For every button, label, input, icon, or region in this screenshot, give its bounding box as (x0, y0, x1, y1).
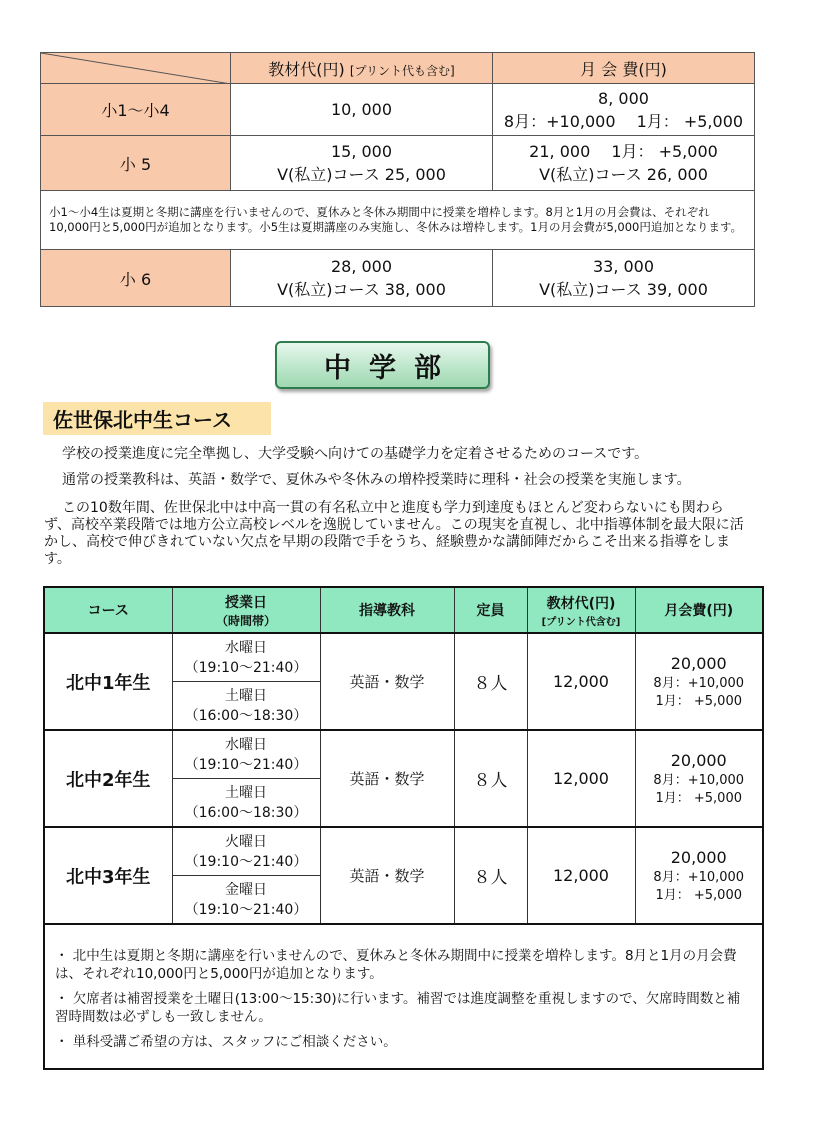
days-header (172, 587, 320, 633)
subjects-header: 指導教科 (320, 587, 454, 633)
session-day: 水曜日 (225, 736, 267, 753)
grade-cell: 小1～小4 (41, 84, 231, 136)
course-name: 北中2年生 (44, 730, 172, 827)
materials-cell (231, 250, 493, 307)
junior-header-row (44, 587, 763, 633)
monthly-january: 1月： +5,000 (655, 887, 742, 903)
course-paragraph: この10数年間、佐世保北中は中高一貫の有名私立中と進度も学力到達度もほとんど変わらないにも関わらず、高校卒業段階では地方公立高校レベルを逸脱していません。この現実を直視し、北中指導体制を最大限に活かし、高校で伸びきれていない欠点を早期の段階で手をうち、経験豊かな講師陣だからこそ出来る指導をします。 (44, 500, 744, 567)
junior-course-table (43, 586, 764, 1070)
materials-private-course: V(私立)コース 38, 000 (277, 280, 446, 299)
elementary-note: 小1～小4生は夏期と冬期に講座を行いませんので、夏休みと冬休み期間中に授業を増枠します。8月と1月の月会費は、それぞれ10,000円と5,000円が追加となります。小5生は夏期講座のみ実施し、冬休みは増枠します。1月の月会費が5,000円追加となります。 (41, 191, 755, 250)
materials-value: 10, 000 (330, 100, 393, 119)
capacity-cell: ８人 (454, 633, 527, 730)
monthly-header: 月 会 費(円) (493, 53, 755, 84)
monthly-private-course: V(私立)コース 26, 000 (539, 165, 708, 184)
materials-header (231, 53, 493, 84)
table-row (44, 827, 763, 876)
session-cell (172, 827, 320, 876)
course-header: コース (44, 587, 172, 633)
materials-header-note: [プリント代も含む] (349, 63, 455, 78)
capacity-cell: ８人 (454, 827, 527, 924)
corner-diagonal (41, 53, 231, 84)
monthly-august: 8月：+10,000 (653, 869, 745, 885)
monthly-value: 8, 000 (598, 88, 649, 108)
grade-cell: 小 6 (41, 250, 231, 307)
materials-cell: 12,000 (527, 730, 635, 827)
session-time: （19:10～21:40） (184, 659, 308, 676)
monthly-value: 20,000 (670, 847, 727, 867)
materials-header-label: 教材代(円) (268, 59, 345, 79)
notes-row (44, 924, 763, 1069)
monthly-header: 月会費(円) (635, 587, 763, 633)
elementary-row (41, 250, 755, 307)
session-time: （16:00～18:30） (184, 804, 308, 821)
course-name: 北中1年生 (44, 633, 172, 730)
materials-header-sub: [プリント代含む] (541, 616, 621, 628)
monthly-cell (635, 633, 763, 730)
monthly-cell (493, 136, 755, 191)
elementary-row (41, 136, 755, 191)
session-day: 水曜日 (225, 639, 267, 656)
materials-cell: 12,000 (527, 827, 635, 924)
session-day: 火曜日 (225, 833, 267, 850)
monthly-january: 1月： +5,000 (655, 790, 742, 806)
session-cell (172, 633, 320, 682)
elementary-header-row (41, 53, 755, 84)
materials-header-label: 教材代(円) (546, 595, 616, 612)
session-cell (172, 779, 320, 828)
note-item: ・ 北中生は夏期と冬期に講座を行いませんので、夏休みと冬休み期間中に授業を増枠します。8月と1月の月会費は、それぞれ10,000円と5,000円が追加となります。 (55, 948, 737, 982)
table-row (44, 633, 763, 682)
monthly-cell (493, 84, 755, 136)
session-time: （19:10～21:40） (184, 756, 308, 773)
elementary-row (41, 84, 755, 136)
course-title: 佐世保北中生コース (43, 402, 271, 435)
monthly-cell (635, 730, 763, 827)
course-paragraph: 通常の授業教科は、英語・数学で、夏休みや冬休みの増枠授業時に理科・社会の授業を実施します。 (62, 472, 691, 488)
capacity-cell: ８人 (454, 730, 527, 827)
monthly-value: 21, 000 1月： +5,000 (529, 142, 718, 161)
grade-cell: 小 5 (41, 136, 231, 191)
materials-private-course: V(私立)コース 25, 000 (277, 165, 446, 184)
session-day: 金曜日 (225, 881, 267, 898)
materials-cell: 12,000 (527, 633, 635, 730)
notes-cell (44, 924, 763, 1069)
capacity-header: 定員 (454, 587, 527, 633)
session-cell (172, 876, 320, 925)
junior-high-section-heading (275, 341, 490, 389)
materials-value: 15, 000 (330, 142, 393, 161)
course-paragraph: 学校の授業進度に完全準拠し、大学受験へ向けての基礎学力を定着させるためのコースです。 (62, 446, 649, 462)
materials-cell (231, 84, 493, 136)
note-item: ・ 欠席者は補習授業を土曜日(13:00～15:30)に行います。補習では進度調整を重視しますので、欠席時間数と補習時間数は必ずしも一致しません。 (55, 991, 741, 1025)
monthly-january: 1月： +5,000 (655, 693, 742, 709)
monthly-cell (493, 250, 755, 307)
monthly-private-course: V(私立)コース 39, 000 (539, 280, 708, 299)
corner-cell (41, 53, 231, 84)
monthly-august: 8月：+10,000 (653, 675, 745, 691)
monthly-value: 33, 000 (592, 257, 655, 276)
monthly-extra: 8月：+10,000 1月： +5,000 (503, 111, 744, 131)
monthly-august: 8月：+10,000 (653, 772, 745, 788)
session-time: （19:10～21:40） (184, 853, 308, 870)
section-title: 中学部 (324, 352, 459, 384)
materials-header (527, 587, 635, 633)
session-time: （16:00～18:30） (184, 707, 308, 724)
subjects-cell: 英語・数学 (320, 633, 454, 730)
elementary-fee-table (40, 52, 755, 307)
session-day: 土曜日 (225, 784, 267, 801)
course-name: 北中3年生 (44, 827, 172, 924)
session-day: 土曜日 (225, 687, 267, 704)
monthly-cell (635, 827, 763, 924)
session-time: （19:10～21:40） (184, 901, 308, 918)
days-header-sub: （時間帯） (215, 613, 276, 628)
monthly-value: 20,000 (670, 653, 727, 673)
session-cell (172, 682, 320, 731)
monthly-value: 20,000 (670, 750, 727, 770)
subjects-cell: 英語・数学 (320, 730, 454, 827)
elementary-note-row (41, 191, 755, 250)
table-row (44, 730, 763, 779)
materials-cell (231, 136, 493, 191)
days-header-label: 授業日 (225, 594, 267, 611)
note-item: ・ 単科受講ご希望の方は、スタッフにご相談ください。 (55, 1034, 397, 1050)
materials-value: 28, 000 (330, 257, 393, 276)
session-cell (172, 730, 320, 779)
subjects-cell: 英語・数学 (320, 827, 454, 924)
